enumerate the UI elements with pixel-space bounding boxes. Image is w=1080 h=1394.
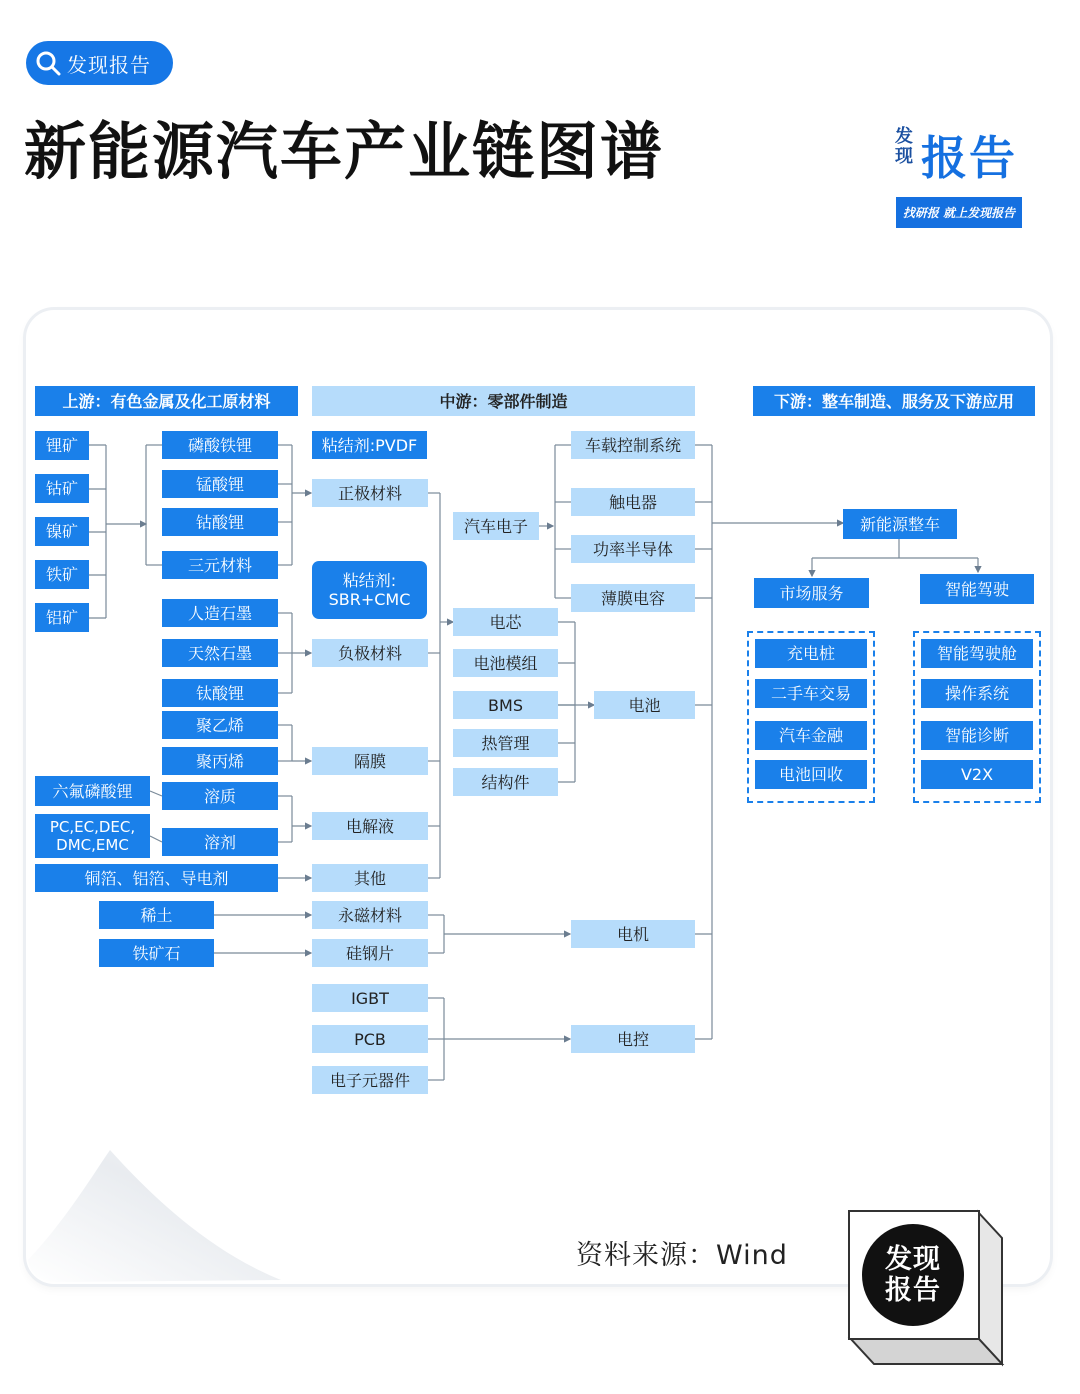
cathode-input-node: 三元材料 <box>162 551 278 579</box>
separator-input-node: 聚乙烯 <box>162 711 278 739</box>
brand-pill-label: 发现报告 <box>67 52 151 77</box>
brand-logo-big: 报告 <box>921 131 1017 185</box>
electrolyte-input-node: 溶质 <box>162 782 278 810</box>
binder-node: 粘结剂:PVDF <box>312 431 427 459</box>
electronics-part-node: 触电器 <box>571 488 695 516</box>
market-service-item: 二手车交易 <box>755 679 867 708</box>
electrolyte-input-node: PC,EC,DEC, DMC,EMC <box>35 814 150 858</box>
market-services-node: 市场服务 <box>754 578 869 608</box>
core-system-node: 电控 <box>571 1025 695 1053</box>
battery-part-node: 结构件 <box>453 768 558 796</box>
battery-part-node: 电池模组 <box>453 649 558 677</box>
ore-node: 锂矿 <box>35 431 89 460</box>
cathode-input-node: 磷酸铁锂 <box>162 431 278 459</box>
market-service-item: 电池回收 <box>755 760 867 789</box>
cathode-input-node: 钴酸锂 <box>162 508 278 536</box>
battery-material-node: 隔膜 <box>312 747 428 775</box>
battery-material-node: 其他 <box>312 864 428 892</box>
anode-input-node: 人造石墨 <box>162 599 278 627</box>
battery-material-node: 正极材料 <box>312 479 428 507</box>
motor-material-node: 硅钢片 <box>312 939 428 967</box>
core-system-node: 电池 <box>594 691 695 719</box>
electronics-part-node: 薄膜电容 <box>571 584 695 612</box>
motor-material-node: 永磁材料 <box>312 901 428 929</box>
ore-node: 镍矿 <box>35 517 89 546</box>
battery-part-node: BMS <box>453 691 558 719</box>
other-input-node: 铜箔、铝箔、导电剂 <box>35 864 278 892</box>
downstream-header: 下游：整车制造、服务及下游应用 <box>753 386 1035 416</box>
brand-logo-small: 发现 <box>895 126 913 167</box>
control-part-node: IGBT <box>312 984 428 1012</box>
autonomous-item: V2X <box>921 760 1033 789</box>
binder-node: 粘结剂: SBR+CMC <box>312 561 427 619</box>
battery-part-node: 电芯 <box>453 608 558 636</box>
battery-material-node: 电解液 <box>312 812 428 840</box>
brand-tagline: 找研报 就上发现报告 <box>896 197 1022 228</box>
upstream-header: 上游：有色金属及化工原材料 <box>35 386 298 416</box>
battery-part-node: 热管理 <box>453 729 558 757</box>
battery-material-node: 负极材料 <box>312 639 428 667</box>
anode-input-node: 钛酸锂 <box>162 679 278 707</box>
autonomous-item: 智能驾驶舱 <box>921 639 1033 668</box>
autonomous-item: 智能诊断 <box>921 721 1033 750</box>
vehicle-node: 新能源整车 <box>843 509 957 539</box>
midstream-header: 中游：零部件制造 <box>312 386 695 416</box>
control-part-node: PCB <box>312 1025 428 1053</box>
motor-input-node: 稀土 <box>99 901 214 929</box>
ore-node: 铝矿 <box>35 603 89 632</box>
market-service-item: 充电桩 <box>755 639 867 668</box>
motor-input-node: 铁矿石 <box>99 939 214 967</box>
electrolyte-input-node: 溶剂 <box>162 828 278 856</box>
corner-logo-mark: 发现 报告 <box>862 1224 964 1326</box>
electronics-part-node: 功率半导体 <box>571 535 695 563</box>
ore-node: 铁矿 <box>35 560 89 589</box>
auto-electronics-node: 汽车电子 <box>453 512 539 540</box>
electrolyte-input-node: 六氟磷酸锂 <box>35 776 150 806</box>
anode-input-node: 天然石墨 <box>162 639 278 667</box>
corner-logo <box>842 1206 1010 1374</box>
market-service-item: 汽车金融 <box>755 721 867 750</box>
electronics-part-node: 车载控制系统 <box>571 431 695 459</box>
ore-node: 钴矿 <box>35 474 89 503</box>
core-system-node: 电机 <box>571 920 695 948</box>
autonomous-driving-node: 智能驾驶 <box>920 574 1034 604</box>
autonomous-item: 操作系统 <box>921 679 1033 708</box>
cathode-input-node: 锰酸锂 <box>162 470 278 498</box>
page-title: 新能源汽车产业链图谱 <box>24 115 665 188</box>
control-part-node: 电子元器件 <box>312 1066 428 1094</box>
separator-input-node: 聚丙烯 <box>162 747 278 775</box>
source-note: 资料来源：Wind <box>576 1240 788 1271</box>
